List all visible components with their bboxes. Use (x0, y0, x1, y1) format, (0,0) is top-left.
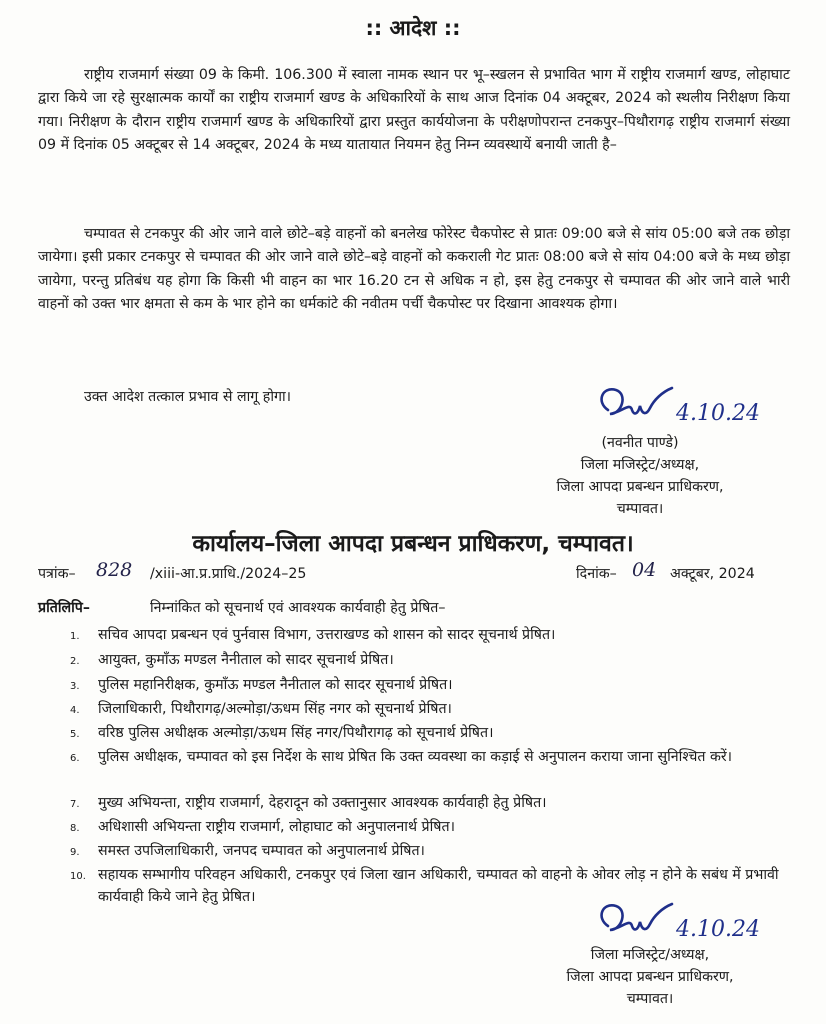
reference-label: पत्रांक– (38, 566, 76, 582)
list-item-text: जिलाधिकारी, पिथौरागढ़/अल्मोड़ा/ऊधम सिंह नगर को सूचनार्थ प्रेषित। (98, 701, 452, 717)
reference-number: 828 (96, 559, 133, 581)
list-item-text: वरिष्ठ पुलिस अधीक्षक अल्मोड़ा/ऊधम सिंह नगर/पिथौरागढ़ को सूचनार्थ प्रेषित। (98, 725, 494, 741)
date-rest: अक्टूबर, 2024 (670, 566, 755, 582)
signature-2-icon (592, 896, 772, 948)
signatory-place: चम्पावत। (626, 991, 674, 1007)
list-item-number: 7. (70, 799, 80, 810)
list-item-number: 6. (70, 753, 80, 764)
signature-2-date: 4.10.24 (676, 917, 760, 942)
signature-1-date: 4.10.24 (676, 401, 760, 426)
signatory-place: चम्पावत। (616, 501, 664, 517)
signatory-designation: जिला मजिस्ट्रेट/अध्यक्ष, (590, 947, 710, 963)
list-item-number: 9. (70, 847, 80, 858)
list-item-number: 1. (70, 631, 80, 642)
date-label: दिनांक– (576, 566, 617, 582)
reference-suffix: /xiii-आ.प्र.प्राधि./2024–25 (150, 566, 307, 582)
signatory-authority: जिला आपदा प्रबन्धन प्राधिकरण, (556, 479, 724, 495)
list-item-text: सचिव आपदा प्रबन्धन एवं पुर्नवास विभाग, उत्तराखण्ड को शासन को सादर सूचनार्थ प्रेषित। (98, 627, 556, 643)
signature-1-icon (592, 380, 772, 432)
list-item-text: अधिशासी अभियन्ता राष्ट्रीय राजमार्ग, लोहाघाट को अनुपालनार्थ प्रेषित। (98, 819, 455, 835)
copy-text: निम्नांकित को सूचनार्थ एवं आवश्यक कार्यवाही हेतु प्रेषित– (150, 600, 446, 616)
list-item-text: आयुक्त, कुमाँऊ मण्डल नैनीताल को सादर सूचनार्थ प्रेषित। (98, 652, 394, 668)
office-title: कार्यालय–जिला आपदा प्रबन्धन प्राधिकरण, चम्पावत। (192, 531, 634, 557)
signatory-name: (नवनीत पाण्डे) (601, 435, 679, 451)
list-item-text: मुख्य अभियन्ता, राष्ट्रीय राजमार्ग, देहरादून को उक्तानुसार आवश्यक कार्यवाही हेतु प्रेषित। (98, 795, 547, 811)
list-item-text: समस्त उपजिलाधिकारी, जनपद चम्पावत को अनुपालनार्थ प्रेषित। (98, 843, 425, 859)
list-item-number: 5. (70, 729, 80, 740)
signatory-authority: जिला आपदा प्रबन्धन प्राधिकरण, (566, 969, 734, 985)
list-item-number: 8. (70, 823, 80, 834)
copy-label: प्रतिलिपि– (38, 600, 90, 616)
list-item-number: 10. (70, 871, 86, 882)
order-paragraph-2: चम्पावत से टनकपुर की ओर जाने वाले छोटे–बड़े वाहनों को बनलेख फोरेस्ट चैकपोस्ट से प्रातः 09:00 बजे से सांय 05:00 बजे तक छोड़ा जायेगा। इसी प्रकार टनकपुर से चम्पावत की ओर जाने वाले छोटे–बड़े वाहनों को ककराली गेट प्रातः 08:00 बजे से सांय 04:00 बजे के मध्य छोड़ा जायेगा, परन्तु प्रतिबंध यह होगा कि किसी भी वाहन का भार 16.20 टन से अधिक न हो, इस हेतु टनकपुर से चम्पावत की ओर जाने वाले भारी वाहनों को उक्त भार क्षमता से कम के भार होने का धर्मकांटे की नवीतम पर्ची चैकपोस्ट पर दिखाना आवश्यक होगा। (38, 226, 790, 313)
signature-block-2 (520, 944, 780, 1010)
list-item-number: 3. (70, 681, 80, 692)
order-heading: :: आदेश :: (365, 16, 461, 40)
list-item-text: पुलिस अधीक्षक, चम्पावत को इस निर्देश के साथ प्रेषित कि उक्त व्यवस्था का कड़ाई से अनुपालन कराया जाना सुनिश्चित करें। (98, 749, 733, 765)
signatory-designation: जिला मजिस्ट्रेट/अध्यक्ष, (580, 457, 700, 473)
signature-block-1 (510, 432, 770, 520)
list-item-number: 4. (70, 705, 80, 716)
order-paragraph-3: उक्त आदेश तत्काल प्रभाव से लागू होगा। (84, 389, 292, 405)
list-item-text: सहायक सम्भागीय परिवहन अधिकारी, टनकपुर एवं जिला खान अधिकारी, चम्पावत को वाहनो के ओवर लोड़ न होने के सबंध में प्रभावी कार्यवाही किये जाने हेतु प्रेषित। (98, 867, 779, 905)
list-item-number: 2. (70, 656, 80, 667)
date-day: 04 (632, 559, 657, 581)
list-item-text: पुलिस महानिरीक्षक, कुमाँऊ मण्डल नैनीताल को सादर सूचनार्थ प्रेषित। (98, 677, 453, 693)
order-paragraph-1: राष्ट्रीय राजमार्ग संख्या 09 के किमी. 106.300 में स्वाला नामक स्थान पर भू–स्खलन से प्रभावित भाग में राष्ट्रीय राजमार्ग खण्ड, लोहाघाट द्वारा किये जा रहे सुरक्षात्मक कार्यों का राष्ट्रीय राजमार्ग खण्ड के अधिकारियों के साथ आज दिनांक 04 अक्टूबर, 2024 को स्थलीय निरीक्षण किया गया। निरीक्षण के दौरान राष्ट्रीय राजमार्ग खण्ड के अधिकारियों द्वारा प्रस्तुत कार्ययोजना के परीक्षणोपरान्त टनकपुर–पिथौरागढ़ राष्ट्रीय राजमार्ग संख्या 09 में दिनांक 05 अक्टूबर से 14 अक्टूबर, 2024 के मध्य यातायात नियमन हेतु निम्न व्यवस्थायें बनायी जाती है– (38, 67, 790, 154)
